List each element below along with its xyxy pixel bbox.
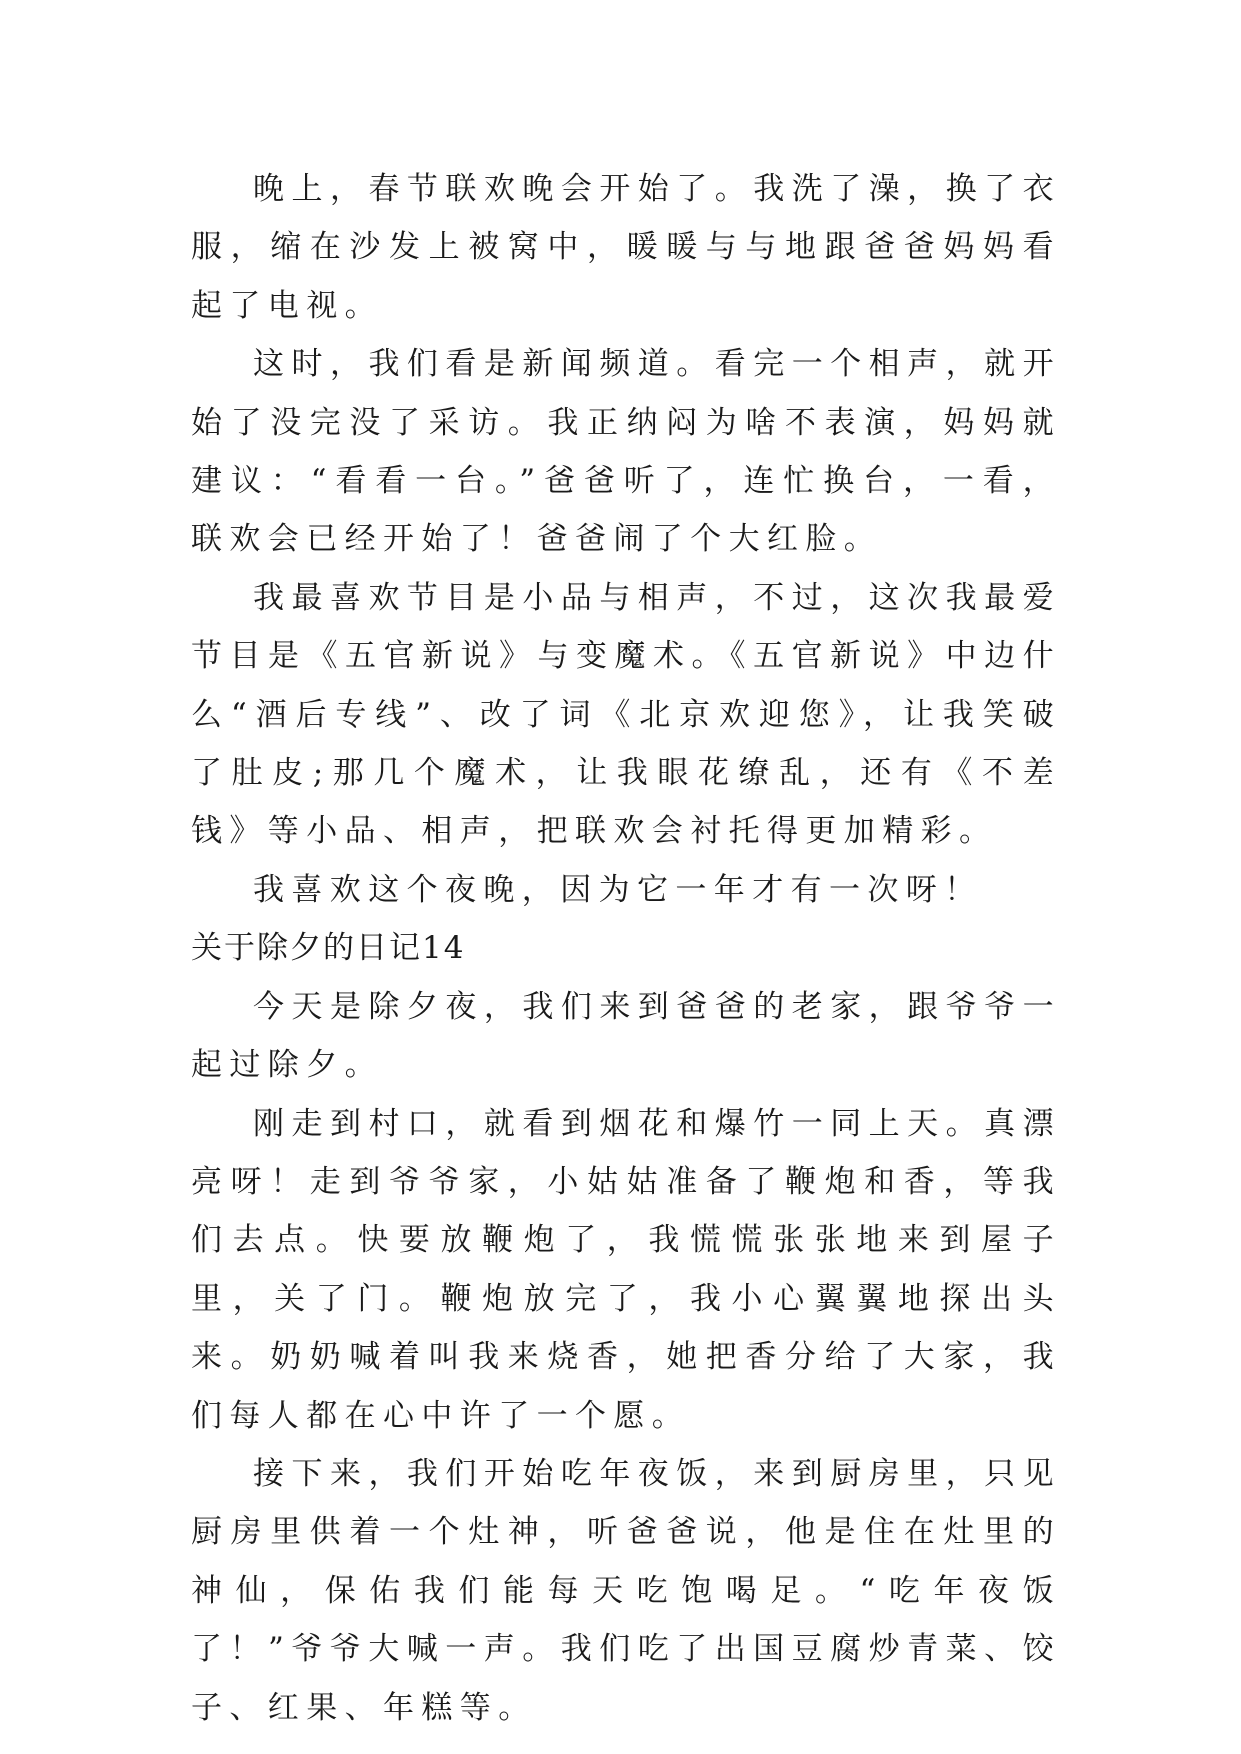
paragraph-news-channel: 这时，我们看是新闻频道。看完一个相声，就开始了没完没了采访。我正纳闷为啥不表演，妈妈就建议：“看看一台。”爸爸听了，连忙换台，一看，联欢会已经开始了！爸爸闹了个大红脸。 (191, 346, 1061, 558)
diary-heading: 关于除夕的日记14 (191, 930, 466, 967)
paragraph-favorite-shows: 我最喜欢节目是小品与相声，不过，这次我最爱节目是《五官新说》与变魔术。《五官新说》中边什么“酒后专线”、改了词《北京欢迎您》，让我笑破了肚皮;那几个魔术，让我眼花缭乱，还有《不差钱》等小品、相声，把联欢会衬托得更加精彩。 (191, 579, 1061, 850)
paragraph-like-this-night: 我喜欢这个夜晚，因为它一年才有一次呀！ (253, 871, 983, 908)
paragraph-new-years-eve: 今天是除夕夜，我们来到爸爸的老家，跟爷爷一起过除夕。 (191, 988, 1061, 1084)
document-body (191, 160, 1061, 1737)
paragraph-firecrackers: 刚走到村口，就看到烟花和爆竹一同上天。真漂亮呀！走到爷爷家，小姑姑准备了鞭炮和香，等我们去点。快要放鞭炮了，我慌慌张张地来到屋子里，关了门。鞭炮放完了，我小心翼翼地探出头来。奶奶喊着叫我来烧香，她把香分给了大家，我们每人都在心中许了一个愿。 (191, 1105, 1061, 1434)
paragraph-spring-gala-start: 晚上，春节联欢晚会开始了。我洗了澡，换了衣服，缩在沙发上被窝中，暖暖与与地跟爸爸妈妈看起了电视。 (191, 171, 1061, 324)
paragraph-reunion-dinner: 接下来，我们开始吃年夜饭，来到厨房里，只见厨房里供着一个灶神，听爸爸说，他是住在灶里的神仙，保佑我们能每天吃饱喝足。“吃年夜饭了！”爷爷大喊一声。我们吃了出国豆腐炒青菜、饺子、红果、年糕等。 (191, 1455, 1061, 1726)
